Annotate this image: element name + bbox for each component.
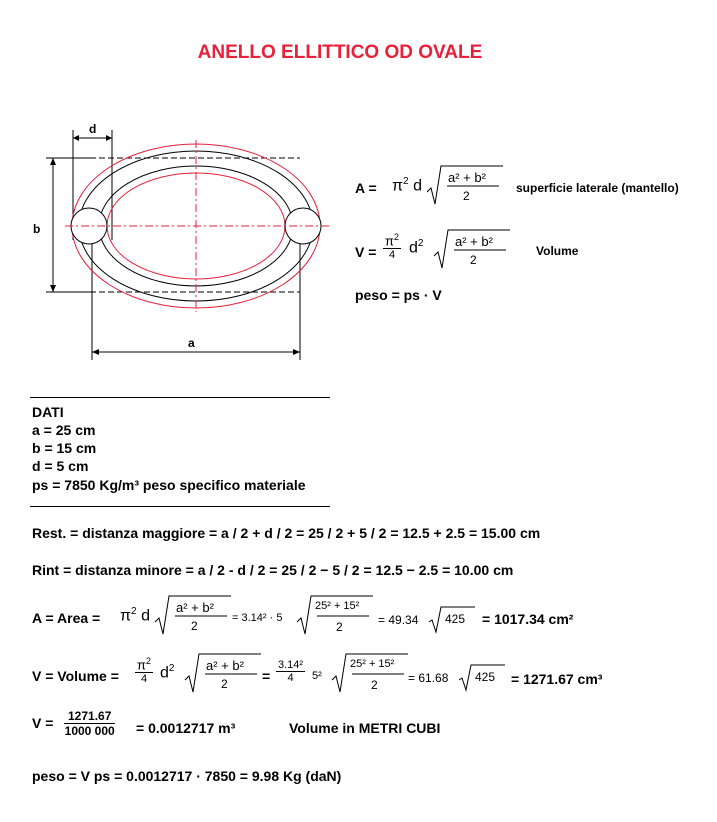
calc-vol-eq2: = 61.68: [408, 671, 449, 685]
volume-formula-den: 2: [470, 253, 477, 267]
calc-area-den2: 2: [336, 620, 343, 634]
calc-area-root-value: 425: [445, 612, 466, 626]
area-formula-den: 2: [463, 189, 470, 203]
calc-area-pi: $\pi^2$ d: [120, 606, 150, 625]
calc-rest: Rest. = distanza maggiore = a / 2 + d / 2 = 25 / 2 + 5 / 2 = 12.5 + 2.5 = 15.00 cm: [32, 525, 541, 541]
dati-line-ps: ps = 7850 Kg/m³ peso specifico materiale: [32, 477, 306, 493]
area-formula-num: a² + b²: [448, 170, 486, 185]
page-title: ANELLO ELLITTICO OD OVALE: [197, 42, 483, 63]
calc-v-frac: $\frac{1271.67}{1000 000}$: [64, 709, 115, 738]
calc-vol-num: a² + b²: [206, 658, 244, 673]
area-formula-lhs: A =: [355, 180, 377, 196]
dati-line-b: b = 15 cm: [32, 440, 97, 456]
calc-area-result: = 1017.34 cm²: [482, 611, 574, 627]
calc-vol-5sq: 5²: [312, 670, 322, 682]
label-d: d: [89, 122, 97, 136]
calc-area-den: 2: [191, 619, 198, 633]
calc-vol-pi-frac: $\pi^2$ 4: [137, 656, 151, 686]
calc-vol-result: = 1271.67 cm³: [511, 671, 603, 687]
volume-formula-d2: $d^2$: [409, 238, 424, 257]
area-description: superficie laterale (mantello): [516, 181, 679, 195]
calc-vol-lhs: V = Volume =: [32, 668, 119, 684]
calc-vol-root2: [330, 650, 410, 696]
divider-bottom: [30, 506, 330, 507]
calc-vol-den: 2: [221, 677, 228, 691]
calc-vol-root-value: 425: [475, 670, 496, 684]
dati-heading: DATI: [32, 404, 64, 420]
calc-area-num: a² + b²: [176, 600, 214, 615]
area-formula-pi: $\pi^2$ d: [392, 176, 422, 195]
calc-v-description: Volume in METRI CUBI: [289, 720, 441, 736]
calc-v-lhs: V =: [32, 715, 54, 731]
calc-v-result: = 0.0012717 m³: [136, 720, 236, 736]
volume-formula-num: a² + b²: [455, 234, 493, 249]
calc-vol-314-frac: $\frac{\text{3.14²}}{4}$: [278, 659, 304, 684]
ring-diagram: [0, 0, 340, 380]
calc-vol-num-values: 25² + 15²: [350, 658, 395, 670]
calc-peso: peso = V ps = 0.0012717 · 7850 = 9.98 Kg (daN): [32, 768, 342, 784]
calc-rint: Rint = distanza minore = a / 2 - d / 2 = 25 / 2 − 5 / 2 = 12.5 − 2.5 = 10.00 cm: [32, 562, 514, 578]
volume-description: Volume: [536, 244, 579, 258]
calc-area-root2: [295, 592, 375, 638]
peso-formula: peso = ps · V: [355, 287, 442, 303]
volume-formula-lhs: V =: [355, 244, 377, 260]
volume-formula-pi-frac: $\pi^2$ 4: [385, 232, 399, 262]
dati-line-d: d = 5 cm: [32, 458, 89, 474]
divider-top: [30, 397, 330, 398]
label-a: a: [188, 336, 195, 350]
calc-area-eq2: = 49.34: [378, 613, 419, 627]
calc-vol-eq1: =: [262, 668, 271, 684]
calc-vol-d2: $d^2$: [160, 663, 175, 682]
label-b: b: [33, 222, 41, 236]
calc-area-lhs: A = Area =: [32, 610, 101, 626]
calc-vol-den2: 2: [371, 678, 378, 692]
calc-area-mid: = 3.14² · 5: [232, 612, 283, 624]
dati-line-a: a = 25 cm: [32, 422, 96, 438]
calc-area-num-values: 25² + 15²: [315, 600, 360, 612]
